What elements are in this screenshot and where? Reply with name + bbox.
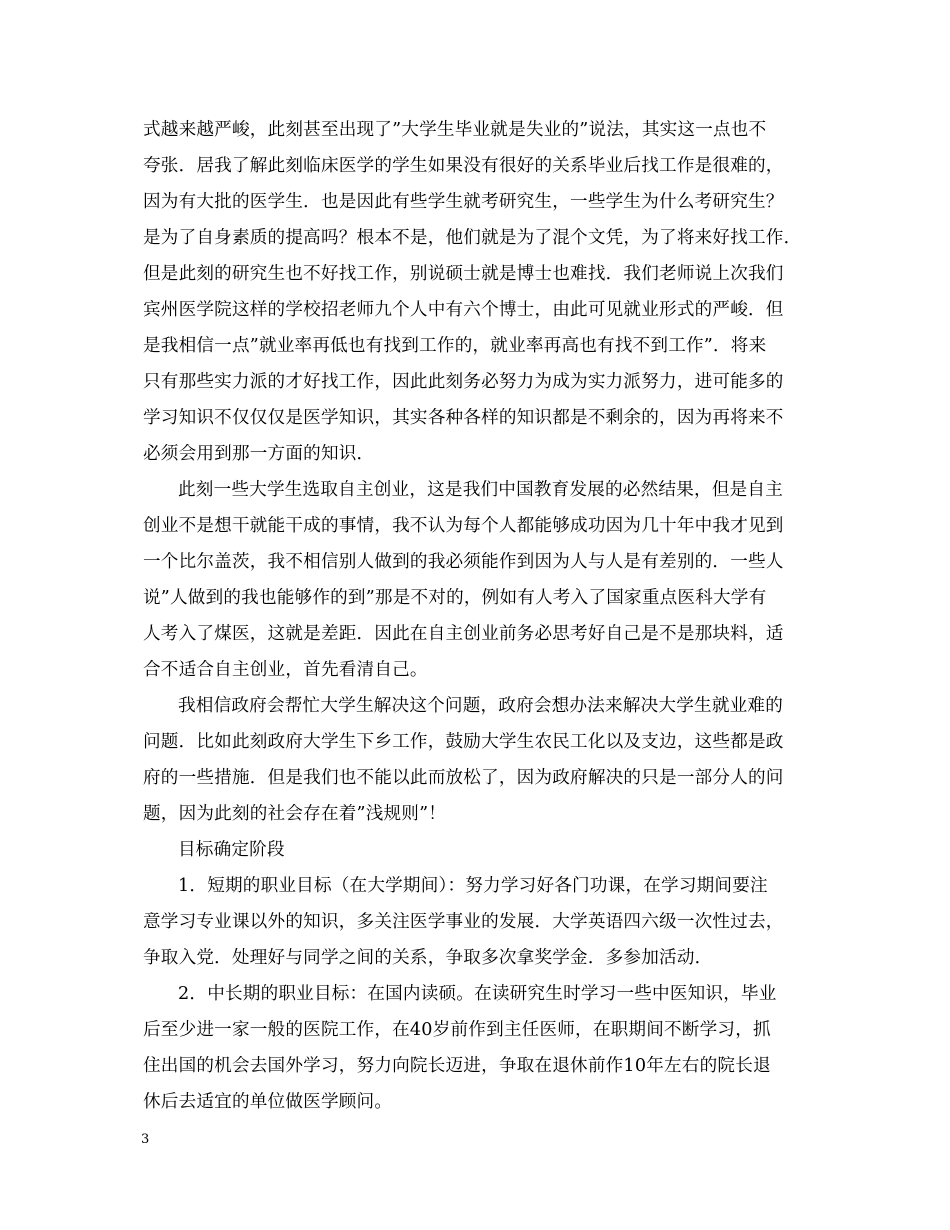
text-line: 住出国的机会去国外学习，努力向院长迈进，争取在退休前作10年左右的院长退: [143, 1056, 771, 1076]
text-line: 但是此刻的研究生也不好找工作，别说硕士就是博士也难找．我们老师说上次我们: [143, 264, 784, 284]
text-line: 问题．比如此刻政府大学生下乡工作，鼓励大学生农民工化以及支边，这些都是政: [143, 732, 784, 752]
text-line: 只有那些实力派的才好找工作，因此此刻务必努力为成为实力派努力，进可能多的: [143, 372, 784, 392]
text-line: 宾州医学院这样的学校招老师九个人中有六个博士，由此可见就业形式的严峻．但: [143, 300, 784, 320]
section-heading: 目标确定阶段: [178, 840, 285, 860]
text-line: 争取入党．处理好与同学之间的关系，争取多次拿奖学金．多参加活动．: [143, 948, 713, 968]
paragraph-start-line: 此刻一些大学生选取自主创业，这是我们中国教育发展的必然结果，但是自主: [178, 480, 783, 500]
text-line: 人考入了煤医，这就是差距．因此在自主创业前务必思考好自己是不是那块料，适: [143, 624, 784, 644]
page-number: 3: [141, 1132, 150, 1147]
text-line: 式越来越严峻，此刻甚至出现了”大学生毕业就是失业的”说法，其实这一点也不: [143, 120, 767, 140]
text-line: 后至少进一家一般的医院工作，在40岁前作到主任医师，在职期间不断学习，抓: [143, 1020, 771, 1040]
text-line: 题，因为此刻的社会存在着”浅规则”！: [143, 804, 447, 824]
body-text: [143, 112, 813, 1120]
text-line: 创业不是想干就能干成的事情，我不认为每个人都能够成功因为几十年中我才见到: [143, 516, 784, 536]
text-line: 说”人做到的我也能够作的到”那是不对的，例如有人考入了国家重点医科大学有: [143, 588, 767, 608]
text-line: 夸张．居我了解此刻临床医学的学生如果没有很好的关系毕业后找工作是很难的，: [143, 156, 784, 176]
text-line: 因为有大批的医学生．也是因此有些学生就考研究生，一些学生为什么考研究生？: [143, 192, 784, 212]
paragraph-start-line: 1．短期的职业目标（在大学期间）：努力学习好各门功课，在学习期间要注: [178, 876, 768, 896]
paragraph-start-line: 2．中长期的职业目标：在国内读硕。在读研究生时学习一些中医知识，毕业: [178, 984, 777, 1004]
text-line: 休后去适宜的单位做医学顾问。: [143, 1092, 393, 1112]
text-line: 是为了自身素质的提高吗？根本不是，他们就是为了混个文凭，为了将来好找工作．: [143, 228, 802, 248]
text-line: 是我相信一点”就业率再低也有找到工作的，就业率再高也有找不到工作”．将来: [143, 336, 767, 356]
text-line: 一个比尔盖茨，我不相信别人做到的我必须能作到因为人与人是有差别的．一些人: [143, 552, 784, 572]
text-line: 合不适合自主创业，首先看清自己。: [143, 660, 428, 680]
paragraph-start-line: 我相信政府会帮忙大学生解决这个问题，政府会想办法来解决大学生就业难的: [178, 696, 783, 716]
text-line: 意学习专业课以外的知识，多关注医学事业的发展．大学英语四六级一次性过去，: [143, 912, 784, 932]
text-line: 必须会用到那一方面的知识．: [143, 444, 375, 464]
text-line: 府的一些措施．但是我们也不能以此而放松了，因为政府解决的只是一部分人的问: [143, 768, 784, 788]
text-line: 学习知识不仅仅仅是医学知识，其实各种各样的知识都是不剩余的，因为再将来不: [143, 408, 784, 428]
